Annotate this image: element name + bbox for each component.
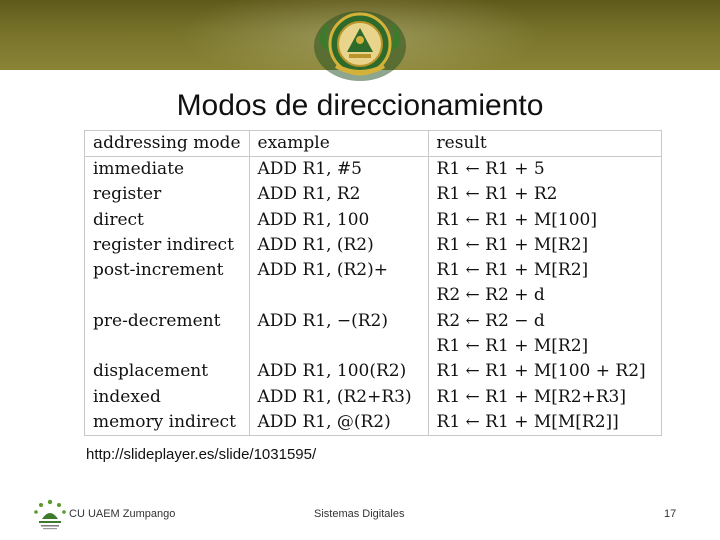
result-cell: R1 ← R1 + M[R2+R3] [436,386,626,407]
addressing-modes-table-image [84,130,662,436]
example-cell: ADD R1, @(R2) [249,410,428,435]
table-row [85,233,661,258]
table-row [85,182,661,207]
example-cell: ADD R1, 100(R2) [249,359,428,384]
mode-cell: post-increment [85,258,249,283]
source-link[interactable]: http://slideplayer.es/slide/1031595/ [86,446,317,463]
result-cell: R1 ← R1 + M[R2] [436,335,589,356]
mode-cell: direct [85,208,249,233]
result-cell: R2 ← R2 − d [436,310,545,331]
footer-institution: CU UAEM Zumpango [69,508,176,520]
result-cell: R1 ← R1 + M[100] [436,209,597,230]
column-header-result: result [428,131,661,157]
table-row [85,283,661,308]
mode-cell: immediate [85,157,249,183]
example-cell: ADD R1, #5 [249,157,428,183]
example-cell [249,283,428,308]
table-row [85,157,661,183]
result-cell: R1 ← R1 + M[100 + R2] [436,361,646,382]
result-cell: R1 ← R1 + M[R2] [436,234,589,255]
addressing-modes-table [85,131,661,435]
result-cell: R1 ← R1 + M[R2] [436,260,589,281]
table-row [85,359,661,384]
mode-cell: indexed [85,384,249,409]
mode-cell: register indirect [85,233,249,258]
table-row [85,384,661,409]
example-cell: ADD R1, (R2)+ [249,258,428,283]
table-row [85,208,661,233]
page-number: 17 [664,508,677,520]
column-header-mode: addressing mode [85,131,249,157]
example-cell: ADD R1, (R2) [249,233,428,258]
footer-course: Sistemas Digitales [314,508,405,520]
slide-title: Modos de direccionamiento [176,89,544,122]
example-cell [249,334,428,359]
mode-cell: pre-decrement [85,309,249,334]
mode-cell [85,334,249,359]
mode-cell [85,283,249,308]
university-crest-icon [313,10,407,84]
table-row [85,309,661,334]
result-cell: R2 ← R2 + d [436,285,545,306]
result-cell: R1 ← R1 + 5 [436,159,545,180]
result-cell: R1 ← R1 + M[M[R2]] [436,411,619,432]
table-row [85,258,661,283]
mode-cell: memory indirect [85,410,249,435]
example-cell: ADD R1, (R2+R3) [249,384,428,409]
example-cell: ADD R1, 100 [249,208,428,233]
example-cell: ADD R1, −(R2) [249,309,428,334]
table-header-row [85,131,661,157]
mode-cell: register [85,182,249,207]
column-header-example: example [249,131,428,157]
table-row [85,410,661,435]
result-cell: R1 ← R1 + R2 [436,184,558,205]
mode-cell: displacement [85,359,249,384]
table-row [85,334,661,359]
uaem-logo-icon [32,497,68,531]
example-cell: ADD R1, R2 [249,182,428,207]
